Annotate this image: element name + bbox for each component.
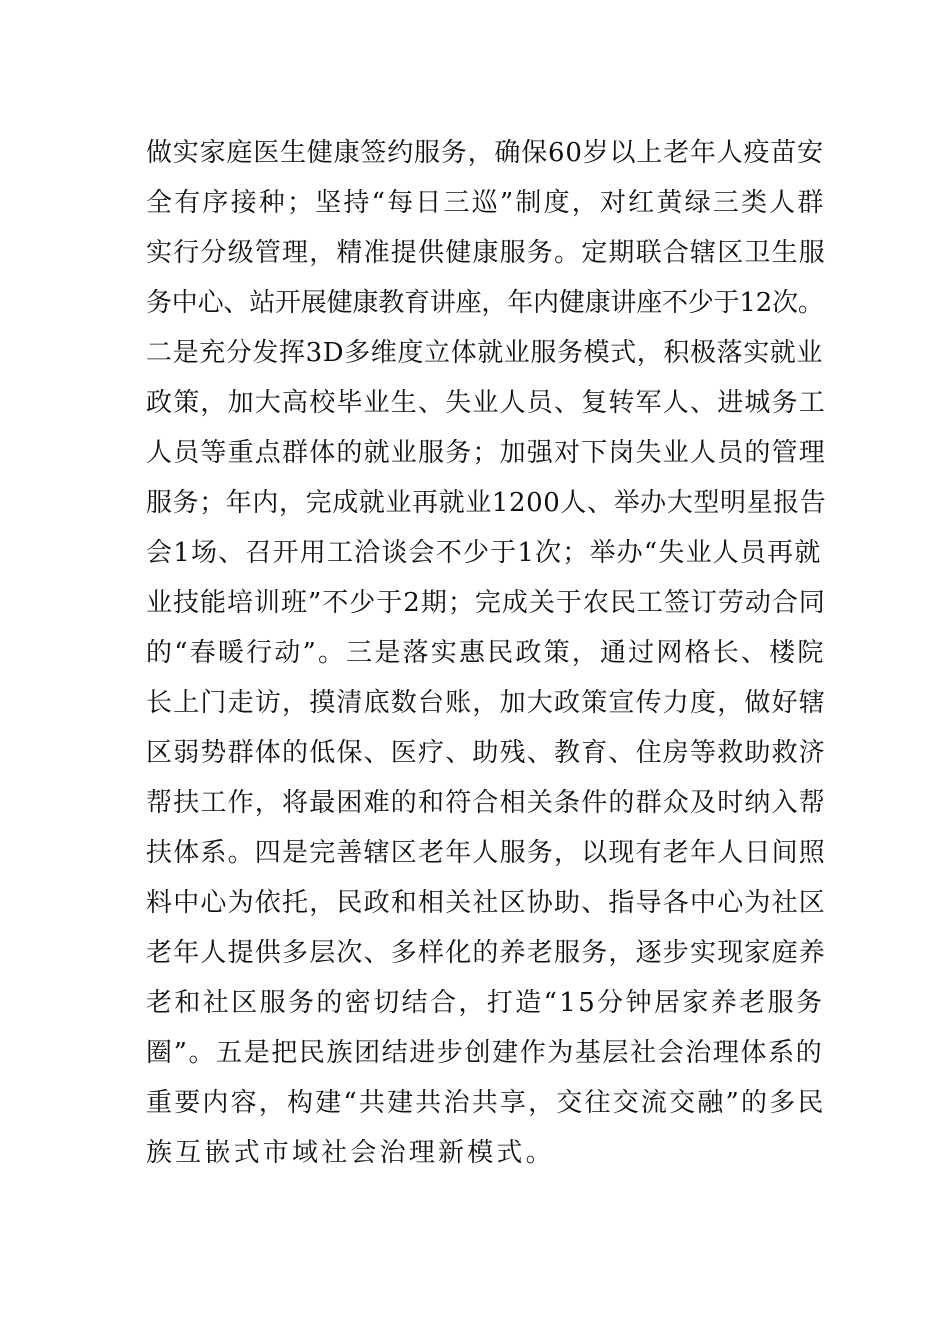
- text-line: 政策，加大高校毕业生、失业人员、复转军人、进城务工: [146, 388, 827, 418]
- text-line: 务中心、站开展健康教育讲座，年内健康讲座不少于12次。: [146, 288, 824, 318]
- text-line: 区弱势群体的低保、医疗、助残、教育、住房等救助救济: [146, 738, 827, 768]
- text-line: 的“春暖行动”。三是落实惠民政策，通过网格长、楼院: [146, 638, 826, 668]
- text-line: 会1场、召开用工洽谈会不少于1次；举办“失业人员再就: [146, 538, 822, 568]
- text-line: 扶体系。四是完善辖区老年人服务，以现有老年人日间照: [146, 838, 827, 868]
- text-line: 人员等重点群体的就业服务；加强对下岗失业人员的管理: [146, 438, 827, 468]
- text-line: 重要内容，构建“共建共治共享，交往交流交融”的多民: [146, 1088, 826, 1118]
- text-line: 老和社区服务的密切结合，打造“15分钟居家养老服务: [146, 988, 825, 1018]
- text-line: 服务；年内，完成就业再就业1200人、举办大型明星报告: [146, 488, 827, 518]
- text-line: 帮扶工作，将最困难的和符合相关条件的群众及时纳入帮: [146, 788, 827, 818]
- text-line: 二是充分发挥3D多维度立体就业服务模式，积极落实就业: [146, 338, 823, 368]
- text-line: 料中心为依托，民政和相关社区协助、指导各中心为社区: [146, 888, 827, 918]
- text-line: 业技能培训班”不少于2期；完成关于农民工签订劳动合同: [146, 588, 826, 618]
- text-line: 全有序接种；坚持“每日三巡”制度，对红黄绿三类人群: [146, 188, 826, 218]
- text-line: 老年人提供多层次、多样化的养老服务，逐步实现家庭养: [146, 938, 827, 968]
- text-line: 做实家庭医生健康签约服务，确保60岁以上老年人疫苗安: [146, 138, 824, 168]
- text-line: 圈”。五是把民族团结进步创建作为基层社会治理体系的: [146, 1038, 824, 1068]
- text-line: 实行分级管理，精准提供健康服务。定期联合辖区卫生服: [146, 238, 827, 268]
- body-paragraph: [146, 128, 826, 1178]
- text-line: 族互嵌式市域社会治理新模式。: [146, 1138, 555, 1168]
- text-line: 长上门走访，摸清底数台账，加大政策宣传力度，做好辖: [146, 688, 827, 718]
